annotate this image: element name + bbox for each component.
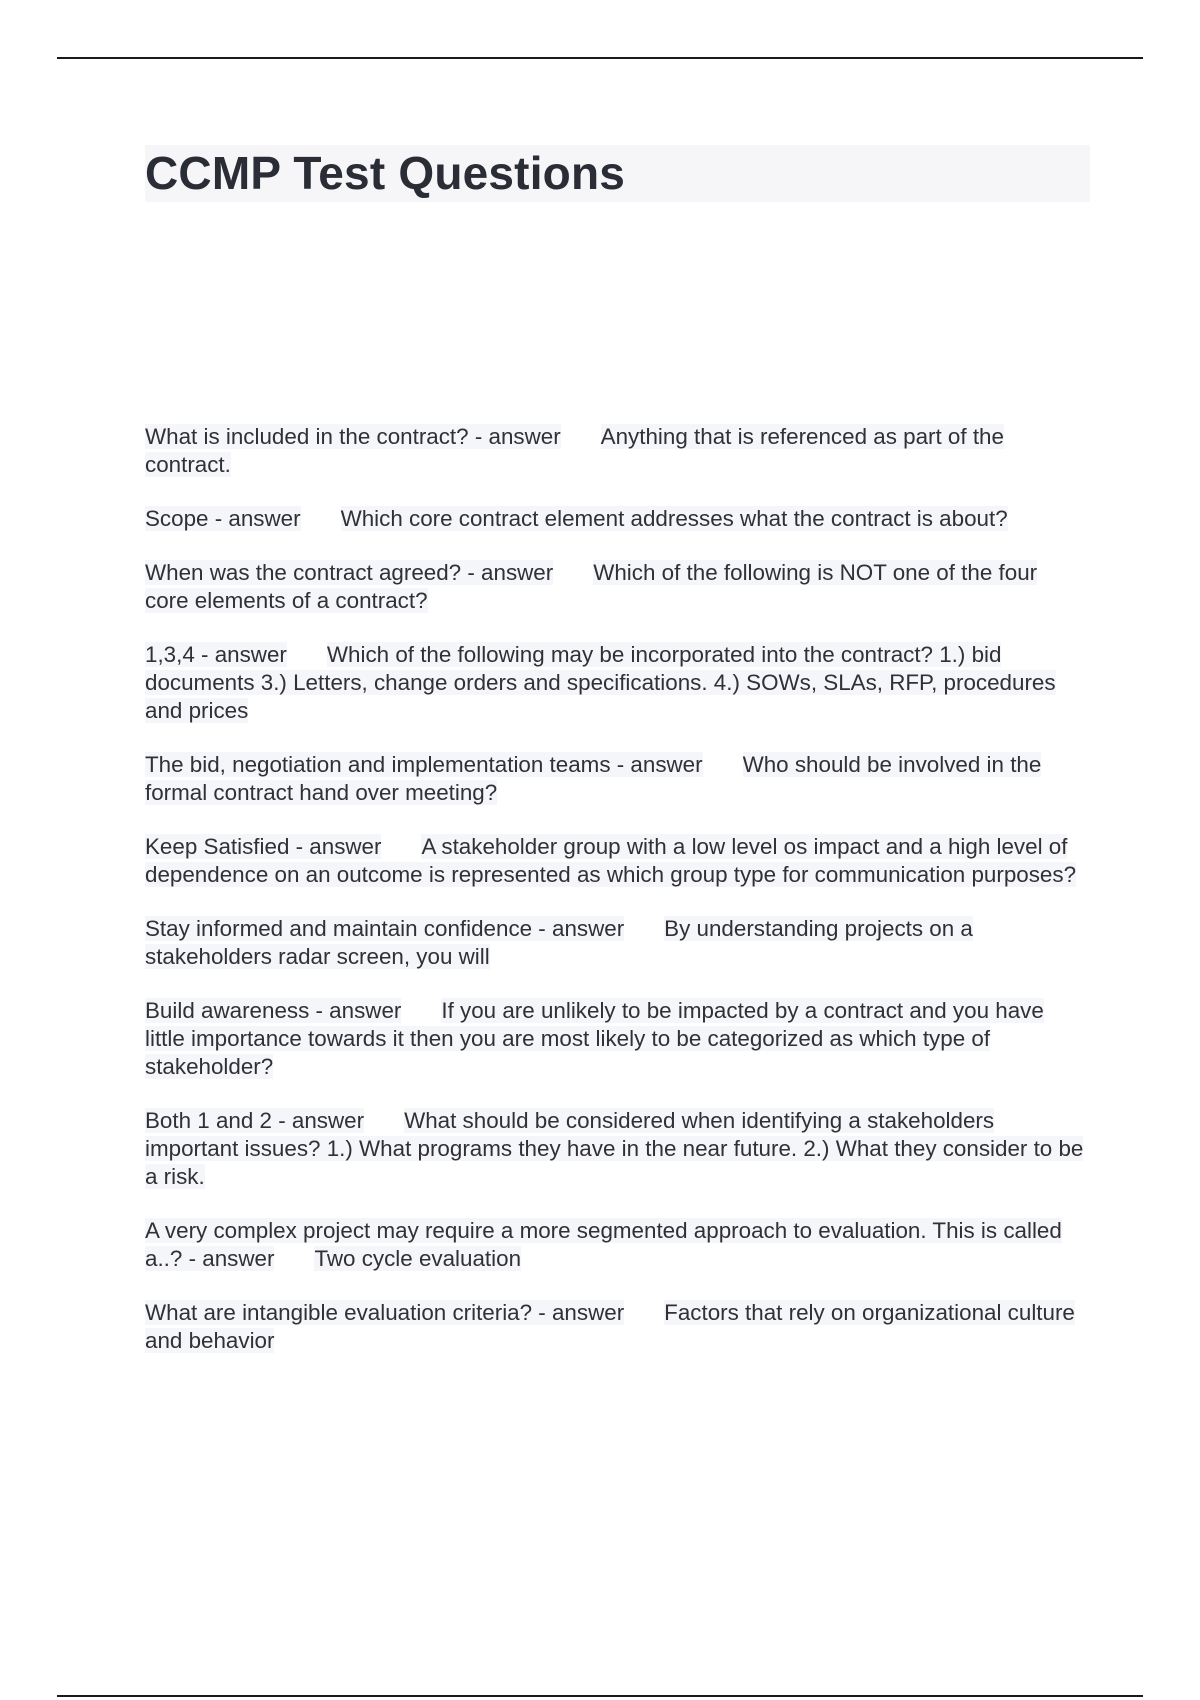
qa-back: Who should be involved in the formal contract hand over meeting? — [145, 752, 1042, 805]
qa-front: The bid, negotiation and implementation teams - answer — [145, 752, 703, 777]
qa-front: Build awareness - answer — [145, 998, 402, 1023]
qa-front: Stay informed and maintain confidence - answer — [145, 916, 625, 941]
top-divider — [57, 57, 1143, 59]
qa-front: 1,3,4 - answer — [145, 642, 287, 667]
qa-list — [145, 423, 1090, 1381]
qa-back: Which of the following is NOT one of the four core elements of a contract? — [145, 560, 1038, 613]
qa-item — [145, 751, 1085, 807]
qa-back: A stakeholder group with a low level os impact and a high level of dependence on an outcome is represented as which group type for communication purposes? — [145, 834, 1077, 887]
qa-item — [145, 641, 1085, 725]
qa-back: What should be considered when identifying a stakeholders important issues? 1.) What programs they have in the near future. 2.) What they consider to be a risk. — [145, 1108, 1084, 1189]
qa-back: Which of the following may be incorporated into the contract? 1.) bid documents 3.) Letters, change orders and specifications. 4.) SOWs, SLAs, RFP, procedures and prices — [145, 642, 1056, 723]
qa-front: Scope - answer — [145, 506, 301, 531]
qa-front: Keep Satisfied - answer — [145, 834, 382, 859]
qa-item — [145, 423, 1085, 479]
page-title: CCMP Test Questions — [145, 147, 626, 199]
qa-back: By understanding projects on a stakeholders radar screen, you will — [145, 916, 973, 969]
qa-back: Anything that is referenced as part of the contract. — [145, 424, 1004, 477]
qa-item — [145, 559, 1085, 615]
qa-item — [145, 997, 1085, 1081]
qa-item — [145, 915, 1085, 971]
qa-item — [145, 1217, 1085, 1273]
qa-front: When was the contract agreed? - answer — [145, 560, 554, 585]
qa-front: What are intangible evaluation criteria? - answer — [145, 1300, 625, 1325]
qa-front: What is included in the contract? - answer — [145, 424, 561, 449]
qa-back: Two cycle evaluation — [314, 1246, 522, 1271]
qa-item — [145, 1107, 1085, 1191]
qa-front: Both 1 and 2 - answer — [145, 1108, 365, 1133]
qa-item — [145, 833, 1085, 889]
qa-back: Factors that rely on organizational culture and behavior — [145, 1300, 1075, 1353]
qa-back: Which core contract element addresses what the contract is about? — [340, 506, 1008, 531]
qa-back: If you are unlikely to be impacted by a contract and you have little importance towards it then you are most likely to be categorized as which type of stakeholder? — [145, 998, 1044, 1079]
bottom-divider — [57, 1695, 1143, 1697]
qa-item — [145, 505, 1085, 533]
qa-item — [145, 1299, 1085, 1355]
qa-front: A very complex project may require a more segmented approach to evaluation. This is called a..? - answer — [145, 1218, 1062, 1271]
